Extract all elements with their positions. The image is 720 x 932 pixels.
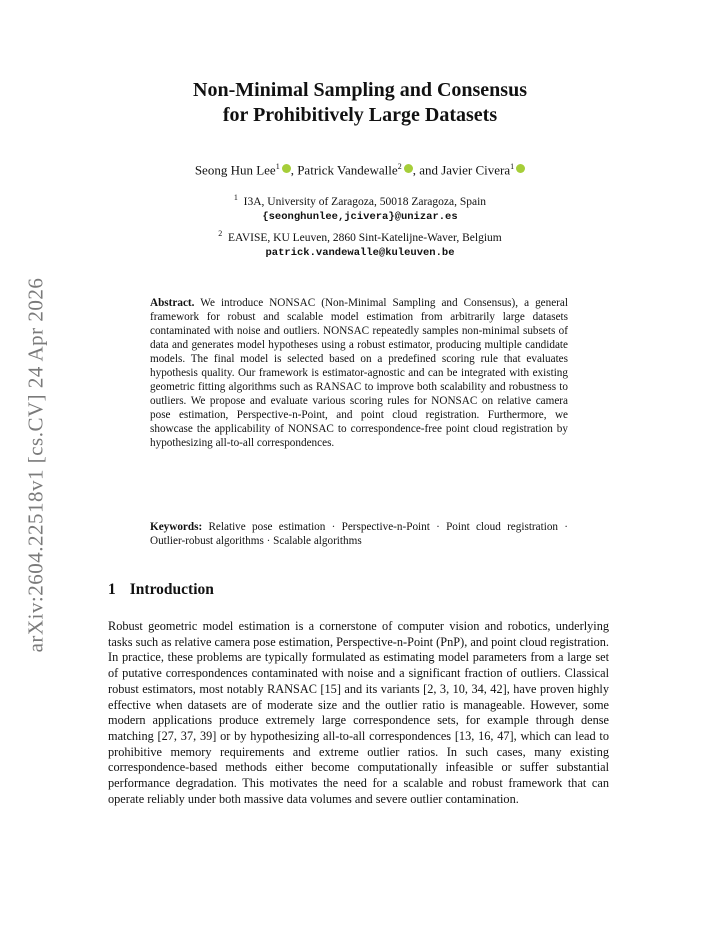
author-name: Patrick Vandewalle <box>297 162 398 178</box>
author-affil-marker: 2 <box>397 162 402 171</box>
affiliation-text: I3A, University of Zaragoza, 50018 Zaragoza, Spain <box>243 195 487 208</box>
author-name: Javier Civera <box>441 162 511 178</box>
paper-title <box>0 78 720 128</box>
author-affil-marker: 1 <box>510 162 515 171</box>
orcid-icon[interactable] <box>516 164 525 173</box>
keywords-label: Keywords: <box>150 521 203 533</box>
author-separator: , and <box>412 162 442 178</box>
keywords <box>150 520 568 548</box>
author-list <box>0 159 720 178</box>
affiliation-number: 2 <box>218 228 223 238</box>
author-affil-marker: 1 <box>275 162 280 171</box>
section-heading <box>108 581 214 599</box>
author-separator: , <box>290 162 298 178</box>
arxiv-identifier-stamp: arXiv:2604.22518v1 [cs.CV] 24 Apr 2026 <box>23 277 48 653</box>
abstract <box>150 296 568 450</box>
keywords-text: Relative pose estimation · Perspective-n-Point · Point cloud registration · Outlier-robust algorithms · Scalable algorithms <box>150 521 568 547</box>
orcid-icon[interactable] <box>282 164 291 173</box>
title-line-2: for Prohibitively Large Datasets <box>222 104 498 126</box>
affiliation-1 <box>0 190 720 210</box>
title-line-1: Non-Minimal Sampling and Consensus <box>193 79 527 101</box>
abstract-text: We introduce NONSAC (Non-Minimal Sampling and Consensus), a general framework for robust and scalable model estimation from arbitrarily large datasets contaminated with noise and outliers. NONSAC repeatedly samples non-minimal subsets of data and generates model hypotheses using a robust estimator, producing multiple candidate models. The final model is selected based on a predefined scoring rule that evaluates hypothesis quality. Our framework is estimator-agnostic and can be integrated with existing geometric fitting algorithms such as RANSAC to improve both scalability and robustness to outliers. We propose and evaluate various scoring rules for NONSAC on relative camera pose estimation, Perspective-n-Point, and point cloud registration. Furthermore, we showcase the applicability of NONSAC to correspondence-free point cloud registration by hypothesizing all-to-all correspondences. <box>150 297 568 449</box>
abstract-label: Abstract. <box>150 297 195 309</box>
intro-paragraph: Robust geometric model estimation is a cornerstone of computer vision and robotics, underlying tasks such as relative camera pose estimation, Perspective-n-Point (PnP), and point cloud registration. In practice, these problems are typically formulated as estimating model parameters from a large set of putative correspondences contaminated with noise and a significant fraction of outliers. Classical robust estimators, most notably RANSAC [15] and its variants [2, 3, 10, 34, 42], have proven highly effective when datasets are of moderate size and the outlier ratio is manageable. However, some modern applications produce extremely large correspondence sets, for example through dense matching [27, 37, 39] or by hypothesizing all-to-all correspondences [13, 16, 47], which can lead to prohibitive memory requirements and extreme outlier ratios. In such cases, many existing correspondence-based methods either become computationally infeasible or suffer substantial performance degradation. This motivates the need for a scalable and robust framework that can operate reliably under both massive data volumes and severe outlier contamination. <box>108 619 609 806</box>
author-name: Seong Hun Lee <box>194 162 276 178</box>
email-address[interactable]: {seonghunlee,jcivera}@unizar.es <box>262 211 458 224</box>
affiliation-number: 1 <box>233 193 238 202</box>
email-address[interactable]: patrick.vandewalle@kuleuven.be <box>265 247 455 260</box>
section-number: 1 <box>108 581 116 598</box>
affiliation-text: EAVISE, KU Leuven, 2860 Sint-Katelijne-Waver, Belgium <box>228 231 502 244</box>
affiliations <box>0 190 720 262</box>
orcid-icon[interactable] <box>404 164 413 173</box>
affiliation-2 <box>0 226 720 246</box>
section-title: Introduction <box>129 581 214 598</box>
